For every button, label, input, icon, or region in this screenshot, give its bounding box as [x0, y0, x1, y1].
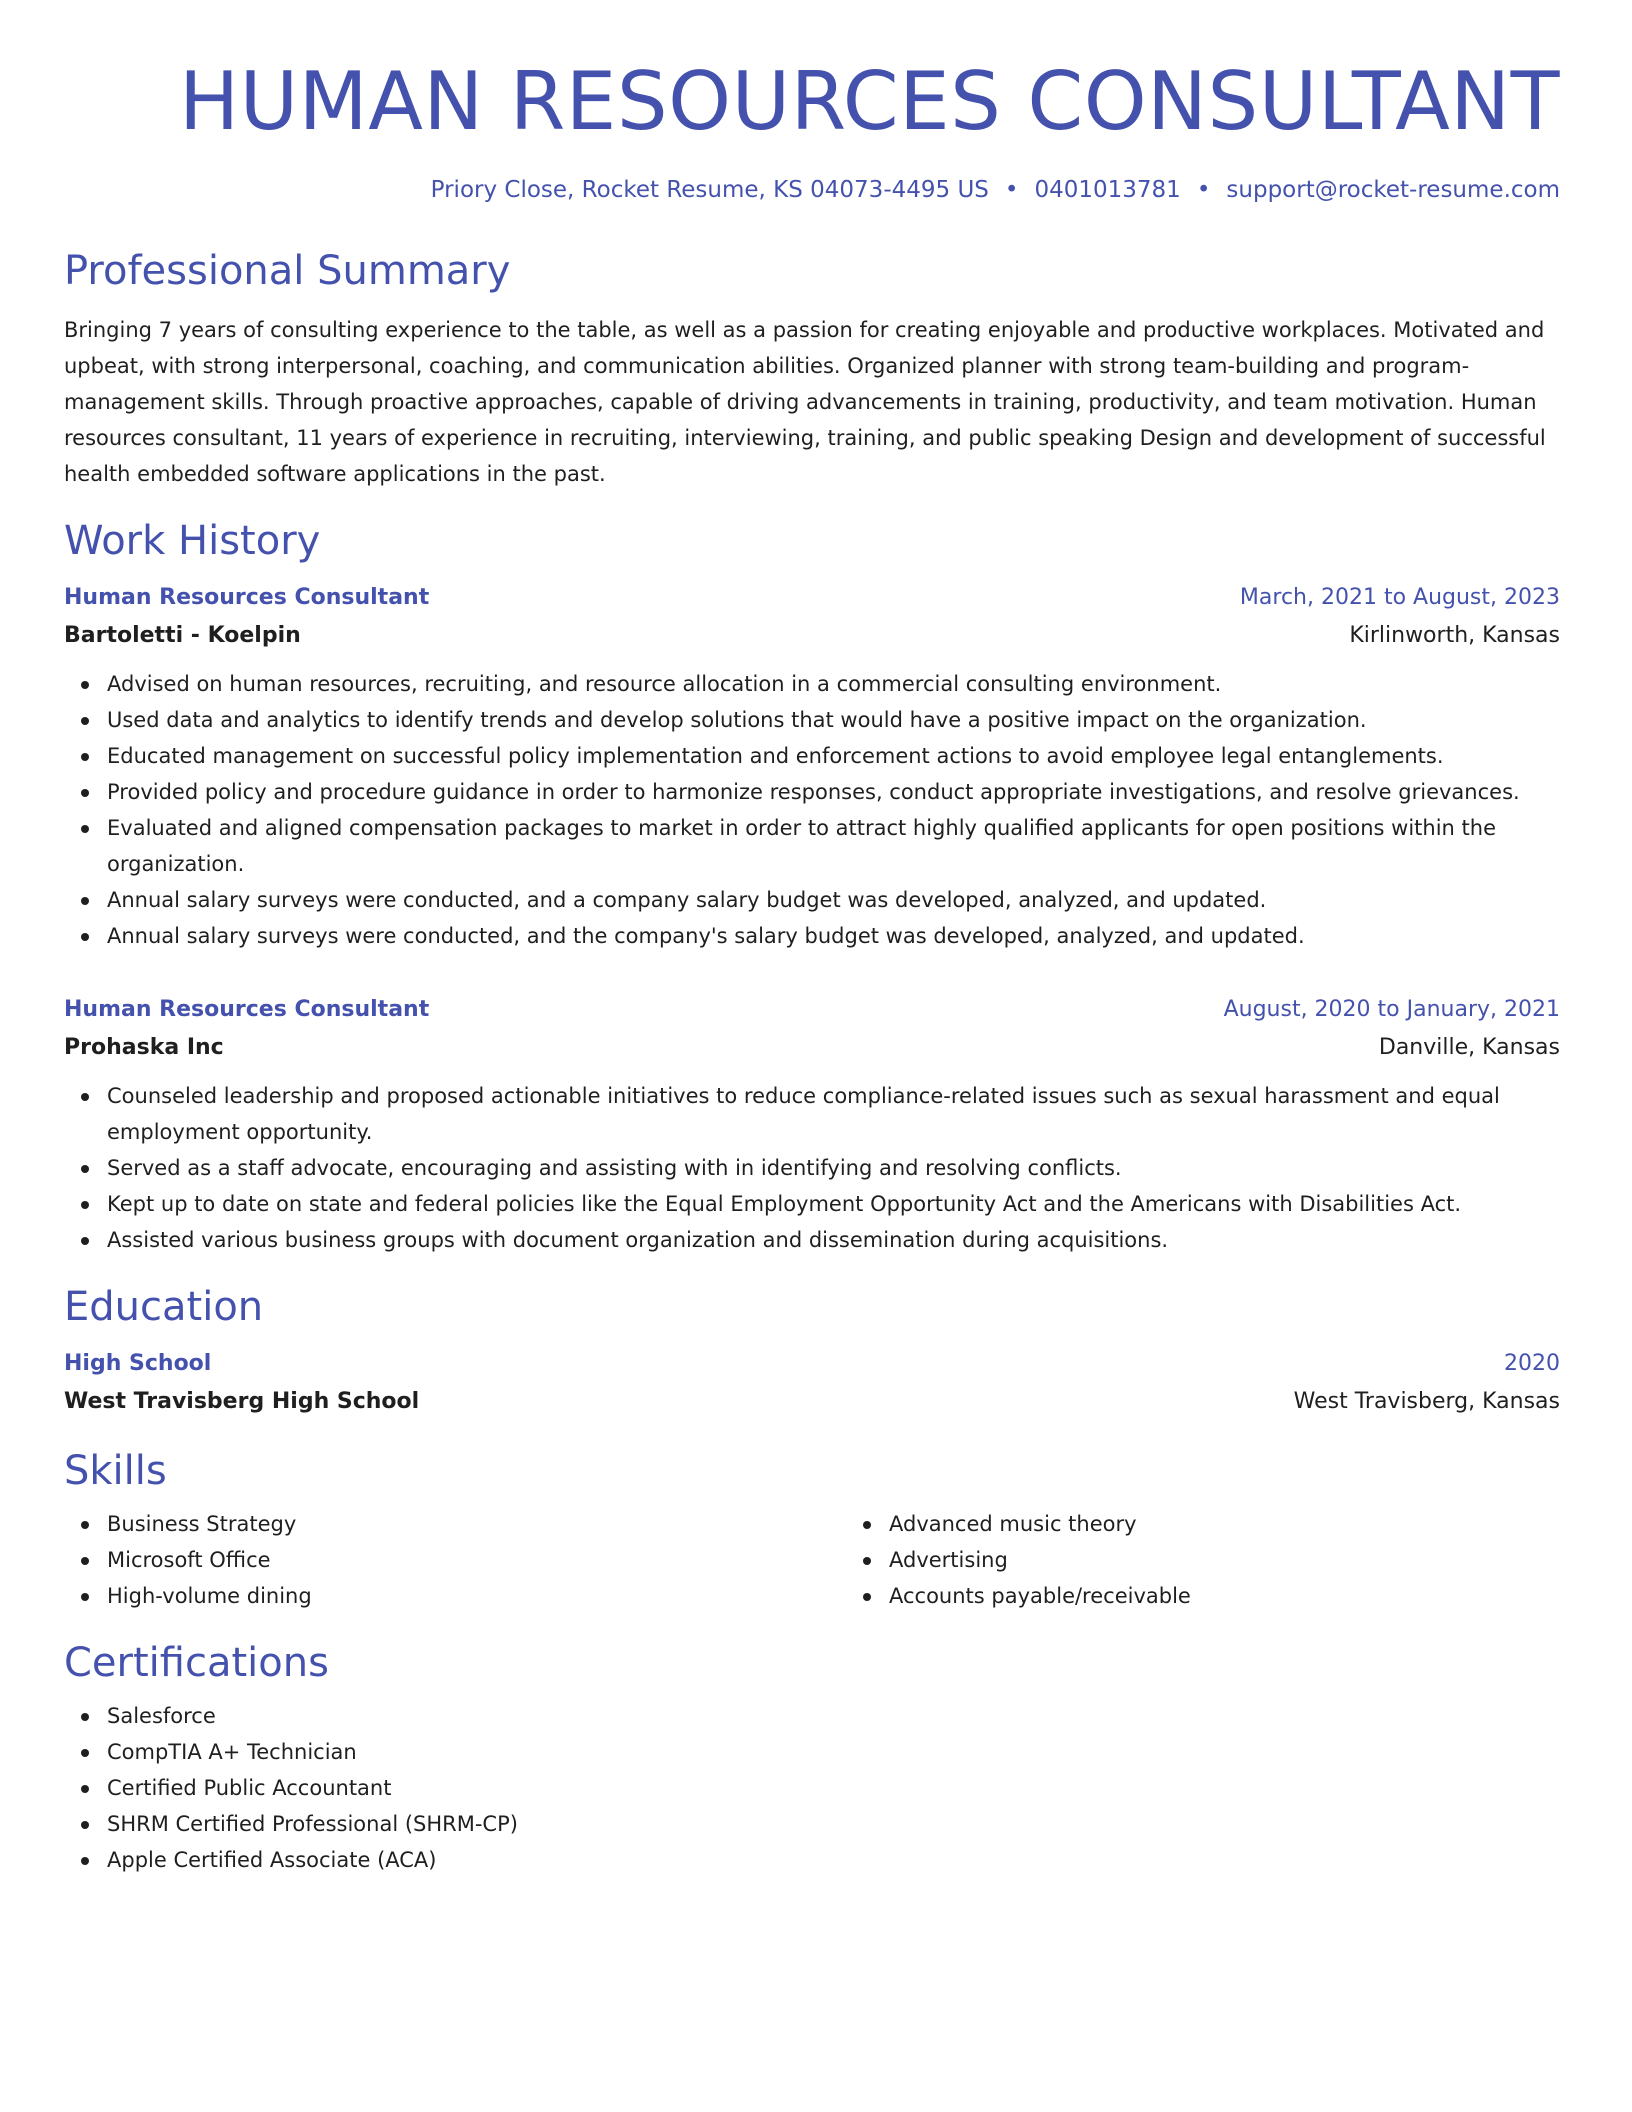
work-history-heading: Work History [64, 518, 321, 564]
contact-line [64, 174, 1560, 206]
job-header-row [64, 580, 1560, 616]
job-role: Human Resources Consultant [64, 585, 430, 610]
job-role: Human Resources Consultant [64, 997, 430, 1022]
skill-item: Business Strategy [107, 1506, 846, 1542]
job-bullet-list [64, 1078, 1560, 1258]
resume-header [64, 0, 1560, 206]
job-company-row [64, 1028, 1560, 1068]
summary-text: Bringing 7 years of consulting experience to the table, as well as a passion for creating enjoyable and productive workplaces. Motivated and upbeat, with strong interpersonal, coaching, and communication abilities. Organized planner with strong team-building and program-management skills. Through proactive approaches, capable of driving advancements in training, productivity, and team motivation. Human resources consultant, 11 years of experience in recruiting, interviewing, training, and public speaking Design and development of successful health embedded software applications in the past. [64, 318, 1546, 486]
education-year: 2020 [1504, 1351, 1560, 1376]
job-bullet: Kept up to date on state and federal policies like the Equal Employment Opportunity Act and the Americans with Disabilities Act. [107, 1186, 1560, 1222]
summary-heading: Professional Summary [64, 248, 511, 294]
job-bullet: Advised on human resources, recruiting, and resource allocation in a commercial consulting environment. [107, 666, 1560, 702]
education-school: West Travisberg High School [64, 1389, 420, 1414]
job-bullet: Counseled leadership and proposed actionable initiatives to reduce compliance-related issues such as sexual harassment and equal employment opportunity. [107, 1078, 1560, 1150]
job-bullet: Evaluated and aligned compensation packages to market in order to attract highly qualified applicants for open positions within the organization. [107, 810, 1560, 882]
job-header-row [64, 992, 1560, 1028]
job-company: Bartoletti - Koelpin [64, 623, 301, 648]
resume-title: HUMAN RESOURCES CONSULTANT [178, 55, 1560, 148]
skill-item: Accounts payable/receivable [889, 1578, 1628, 1614]
education-section [64, 1282, 1560, 1422]
job-location: Danville, Kansas [1378, 1035, 1560, 1060]
contact-phone: 0401013781 [1034, 177, 1181, 203]
certification-item: Certified Public Accountant [107, 1770, 1560, 1806]
certification-item: CompTIA A+ Technician [107, 1734, 1560, 1770]
job-bullet: Annual salary surveys were conducted, and the company's salary budget was developed, analyzed, and updated. [107, 918, 1560, 954]
education-location: West Travisberg, Kansas [1293, 1389, 1560, 1414]
education-heading: Education [64, 1284, 264, 1330]
skills-section [64, 1446, 1560, 1614]
summary-section [64, 246, 1560, 492]
work-history-section [64, 516, 1560, 1258]
job-dates: August, 2020 to January, 2021 [1223, 997, 1560, 1022]
job-dates: March, 2021 to August, 2023 [1239, 585, 1560, 610]
job-company-row [64, 616, 1560, 656]
job-bullet-list [64, 666, 1560, 954]
job-location: Kirlinworth, Kansas [1349, 623, 1560, 648]
education-entry [64, 1346, 1560, 1422]
job-bullet: Used data and analytics to identify trends and develop solutions that would have a positive impact on the organization. [107, 702, 1560, 738]
certification-item: SHRM Certified Professional (SHRM-CP) [107, 1806, 1560, 1842]
job-entry [64, 580, 1560, 954]
job-bullet: Assisted various business groups with document organization and dissemination during acquisitions. [107, 1222, 1560, 1258]
contact-separator: • [1196, 177, 1211, 203]
job-bullet: Educated management on successful policy implementation and enforcement actions to avoid employee legal entanglements. [107, 738, 1560, 774]
resume-page [64, 0, 1560, 1878]
job-entry [64, 992, 1560, 1258]
certifications-list [64, 1698, 1560, 1878]
certifications-heading: Certifications [64, 1640, 329, 1686]
skills-heading: Skills [64, 1448, 167, 1494]
education-header-row [64, 1346, 1560, 1382]
contact-address: Priory Close, Rocket Resume, KS 04073-4495 US [430, 177, 989, 203]
job-bullet: Provided policy and procedure guidance in order to harmonize responses, conduct appropriate investigations, and resolve grievances. [107, 774, 1560, 810]
education-school-row [64, 1382, 1560, 1422]
skills-grid [64, 1496, 1560, 1614]
certifications-section [64, 1638, 1560, 1878]
job-bullet: Annual salary surveys were conducted, and a company salary budget was developed, analyzed, and updated. [107, 882, 1560, 918]
certification-item: Salesforce [107, 1698, 1560, 1734]
skills-list-right [846, 1506, 1628, 1614]
job-bullet: Served as a staff advocate, encouraging and assisting with in identifying and resolving conflicts. [107, 1150, 1560, 1186]
skills-list-left [64, 1506, 846, 1614]
skill-item: Advanced music theory [889, 1506, 1628, 1542]
contact-email: support@rocket-resume.com [1226, 177, 1560, 203]
education-degree: High School [64, 1351, 212, 1376]
skill-item: High-volume dining [107, 1578, 846, 1614]
certification-item: Apple Certified Associate (ACA) [107, 1842, 1560, 1878]
skill-item: Microsoft Office [107, 1542, 846, 1578]
job-company: Prohaska Inc [64, 1035, 224, 1060]
skill-item: Advertising [889, 1542, 1628, 1578]
contact-separator: • [1004, 177, 1019, 203]
